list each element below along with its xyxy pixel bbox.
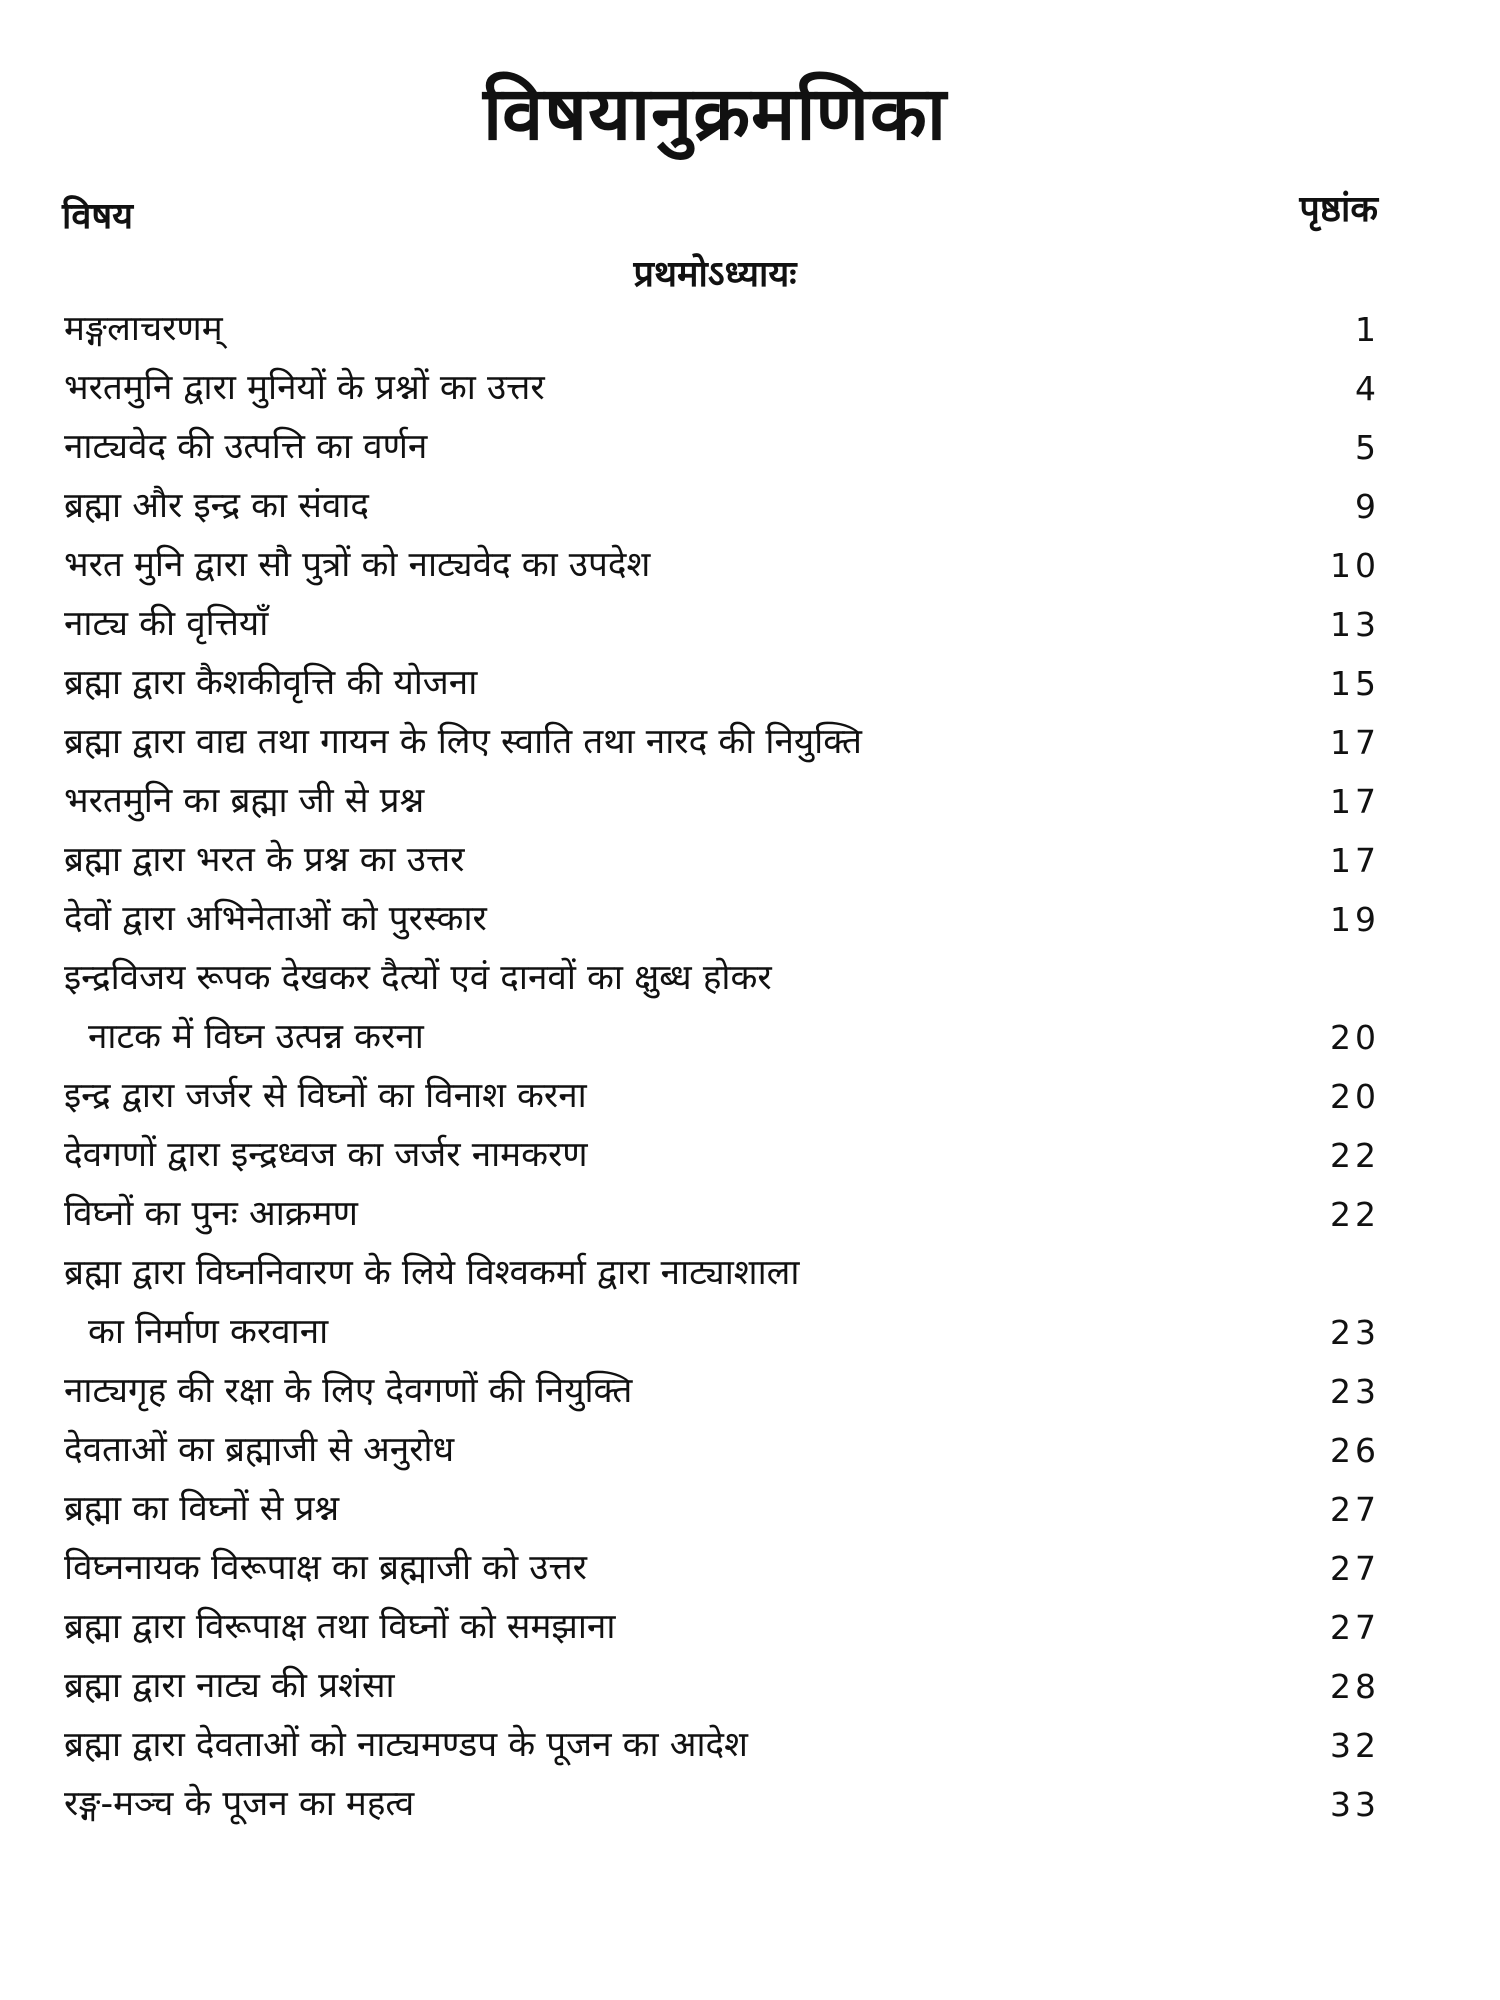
toc-entry xyxy=(64,300,1380,359)
entry-page-number: 27 xyxy=(1330,1608,1380,1647)
entry-title: ब्रह्मा द्वारा वाद्य तथा गायन के लिए स्वाति तथा नारद की नियुक्ति xyxy=(64,722,862,762)
entry-page-number: 23 xyxy=(1330,1372,1380,1411)
entry-page-number: 27 xyxy=(1330,1490,1380,1529)
entry-page-number: 22 xyxy=(1330,1195,1380,1234)
entry-title: विघ्नों का पुनः आक्रमण xyxy=(64,1194,358,1234)
subject-column-header: विषय xyxy=(62,196,134,237)
entry-page-number: 20 xyxy=(1330,1077,1380,1116)
entry-title: रङ्ग-मञ्च के पूजन का महत्व xyxy=(64,1784,415,1824)
chapter-heading: प्रथमोऽध्यायः xyxy=(633,254,797,295)
entry-page-number: 13 xyxy=(1330,605,1380,644)
entry-title-continuation: नाटक में विघ्न उत्पन्न करना xyxy=(88,1017,424,1057)
toc-entry xyxy=(64,477,1380,536)
entry-title: देवगणों द्वारा इन्द्रध्वज का जर्जर नामकरण xyxy=(64,1135,588,1175)
entry-page-number: 17 xyxy=(1330,723,1380,762)
toc-entry xyxy=(64,1480,1380,1539)
entry-page-number: 20 xyxy=(1330,1018,1380,1057)
entry-page-number: 4 xyxy=(1355,369,1380,408)
entry-title: ब्रह्मा द्वारा विघ्ननिवारण के लिये विश्वकर्मा द्वारा नाट्याशाला xyxy=(64,1253,800,1293)
toc-entry xyxy=(64,1539,1380,1598)
table-of-contents xyxy=(64,300,1380,1834)
toc-entry xyxy=(64,1775,1380,1834)
entry-page-number: 19 xyxy=(1330,900,1380,939)
entry-title: इन्द्रविजय रूपक देखकर दैत्यों एवं दानवों का क्षुब्ध होकर xyxy=(64,958,772,998)
toc-entry xyxy=(64,890,1380,949)
page-title: विषयानुक्रमणिका xyxy=(483,71,947,157)
toc-entry xyxy=(64,418,1380,477)
toc-entry xyxy=(64,359,1380,418)
toc-entry xyxy=(64,831,1380,890)
entry-title: ब्रह्मा द्वारा देवताओं को नाट्यमण्डप के पूजन का आदेश xyxy=(64,1725,748,1765)
entry-page-number: 22 xyxy=(1330,1136,1380,1175)
entry-title-continuation: का निर्माण करवाना xyxy=(88,1312,329,1352)
toc-entry xyxy=(64,1067,1380,1126)
toc-entry xyxy=(64,1716,1380,1775)
entry-title: नाट्य की वृत्तियाँ xyxy=(64,604,269,644)
toc-entry xyxy=(64,713,1380,772)
toc-entry xyxy=(64,1244,1380,1362)
entry-page-number: 15 xyxy=(1330,664,1380,703)
entry-page-number: 17 xyxy=(1330,841,1380,880)
entry-title: इन्द्र द्वारा जर्जर से विघ्नों का विनाश करना xyxy=(64,1076,587,1116)
toc-entry xyxy=(64,1126,1380,1185)
entry-page-number: 32 xyxy=(1330,1726,1380,1765)
entry-page-number: 17 xyxy=(1330,782,1380,821)
entry-title: मङ्गलाचरणम् xyxy=(64,309,223,349)
toc-entry xyxy=(64,654,1380,713)
entry-page-number: 26 xyxy=(1330,1431,1380,1470)
entry-title: भरतमुनि द्वारा मुनियों के प्रश्नों का उत्तर xyxy=(64,368,545,408)
entry-title: भरतमुनि का ब्रह्मा जी से प्रश्न xyxy=(64,781,425,821)
toc-entry xyxy=(64,536,1380,595)
entry-page-number: 5 xyxy=(1355,428,1380,467)
page-column-header: पृष्ठांक xyxy=(1299,189,1378,230)
toc-entry xyxy=(64,772,1380,831)
toc-entry xyxy=(64,1362,1380,1421)
toc-entry xyxy=(64,1657,1380,1716)
entry-page-number: 33 xyxy=(1330,1785,1380,1824)
entry-title: ब्रह्मा और इन्द्र का संवाद xyxy=(64,486,370,526)
entry-title: देवताओं का ब्रह्माजी से अनुरोध xyxy=(64,1430,455,1470)
toc-entry xyxy=(64,1421,1380,1480)
entry-page-number: 23 xyxy=(1330,1313,1380,1352)
toc-entry xyxy=(64,949,1380,1067)
entry-title: ब्रह्मा द्वारा नाट्य की प्रशंसा xyxy=(64,1666,395,1706)
toc-entry xyxy=(64,1598,1380,1657)
entry-title: देवों द्वारा अभिनेताओं को पुरस्कार xyxy=(64,899,487,939)
entry-title: नाट्यवेद की उत्पत्ति का वर्णन xyxy=(64,427,428,467)
entry-page-number: 1 xyxy=(1355,310,1380,349)
entry-page-number: 10 xyxy=(1330,546,1380,585)
entry-title: ब्रह्मा द्वारा विरूपाक्ष तथा विघ्नों को समझाना xyxy=(64,1607,616,1647)
toc-entry xyxy=(64,595,1380,654)
entry-page-number: 28 xyxy=(1330,1667,1380,1706)
entry-title: भरत मुनि द्वारा सौ पुत्रों को नाट्यवेद का उपदेश xyxy=(64,545,651,585)
entry-title: ब्रह्मा का विघ्नों से प्रश्न xyxy=(64,1489,340,1529)
entry-title: ब्रह्मा द्वारा भरत के प्रश्न का उत्तर xyxy=(64,840,465,880)
toc-entry xyxy=(64,1185,1380,1244)
entry-title: नाट्यगृह की रक्षा के लिए देवगणों की नियुक्ति xyxy=(64,1371,633,1411)
entry-page-number: 9 xyxy=(1355,487,1380,526)
entry-title: ब्रह्मा द्वारा कैशकीवृत्ति की योजना xyxy=(64,663,478,703)
entry-title: विघ्ननायक विरूपाक्ष का ब्रह्माजी को उत्तर xyxy=(64,1548,587,1588)
entry-page-number: 27 xyxy=(1330,1549,1380,1588)
